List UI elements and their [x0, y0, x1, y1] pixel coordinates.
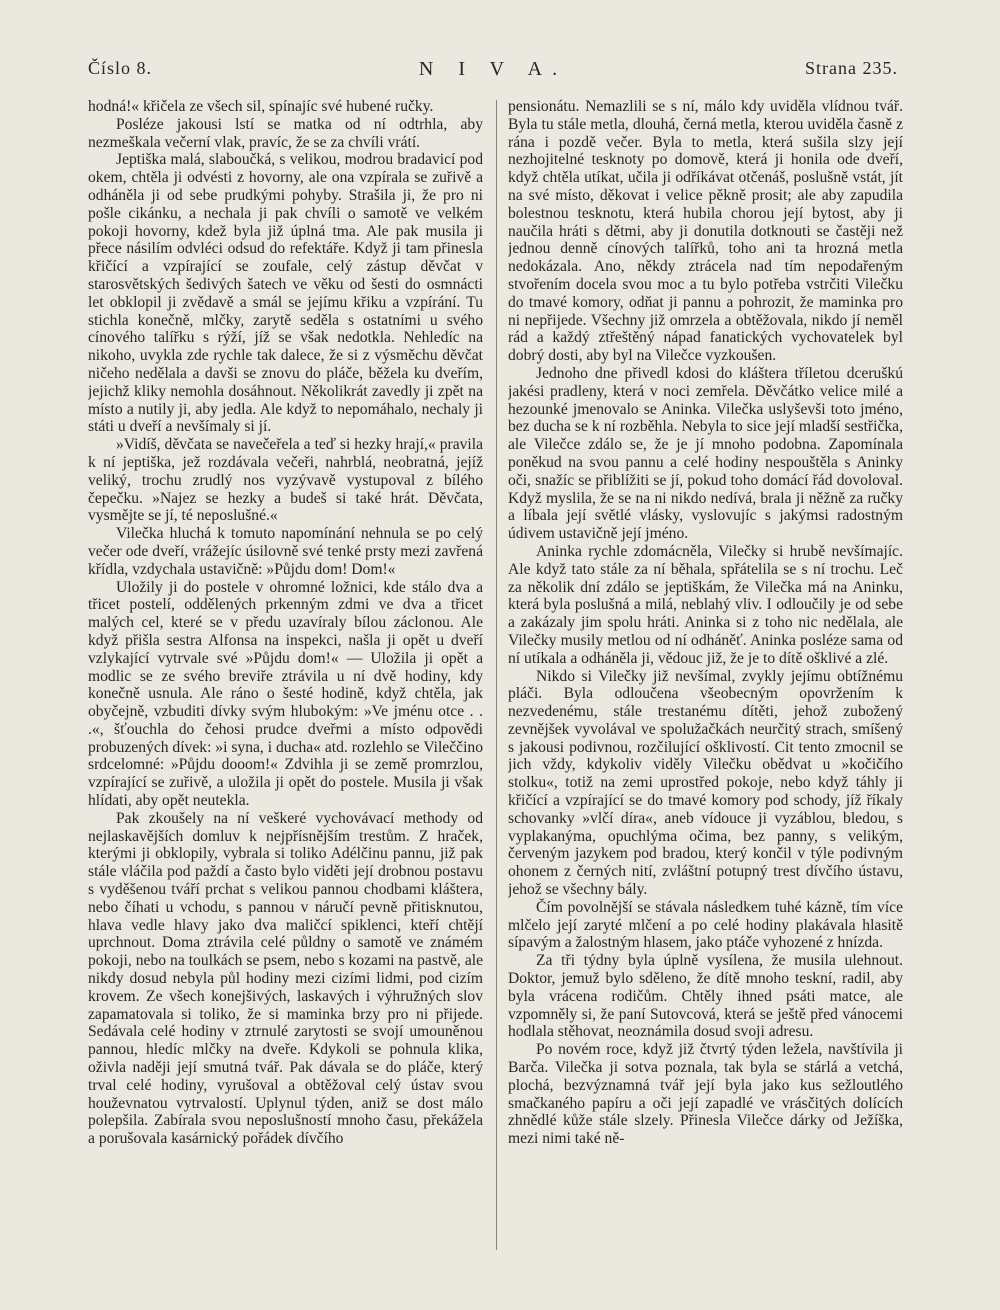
paragraph: Vilečka hluchá k tomuto napomínání nehnula se po celý večer ode dveří, vrážejíc úsilovně své tenké prsty mezi zavřená křídla, vzdychala ustavičně: »Půjdu dom! Dom!«	[88, 525, 483, 578]
paragraph: Aninka rychle zdomácněla, Vilečky si hrubě nevšímajíc. Ale když tato stále za ní běhala, spřátelila se s ní trochu. Leč za několik dní zdálo se jeptiškám, že Vilečka má na Aninku, která byla poslušná a milá, neblahý vliv. I odloučily je od sebe a zakázaly jim spolu hráti. Aninka si z toho nic nedělala, ale Vilečky musily metlou od ní odháněť. Aninka posléze sama od ní utíkala a odháněla ji, vědouc již, že je to dítě ošklivé a zlé.	[508, 542, 903, 667]
paragraph: Za tři týdny byla úplně vysílena, že musila ulehnout. Doktor, jemuž bylo sděleno, že dítě mnoho teskní, radil, aby byla vrácena rodičům. Chtěly ihned psáti matce, ale vzpomněly si, že paní Sutovcová, která se ještě před vánocemi hodlala stěhovat, neoznámila dosud svoji adresu.	[508, 952, 903, 1041]
issue-number: Číslo 8.	[88, 58, 153, 78]
paragraph: Posléze jakousi lstí se matka od ní odtrhla, aby nezmeškala večerní vlak, pravíc, že se za chvíli vrátí.	[88, 115, 483, 151]
paragraph: pensionátu. Nemazlili se s ní, málo kdy uviděla vlídnou tvář. Byla tu stále metla, dlouhá, černá metla, kterou uviděla časně z rána i pozdě večer. Byla to metla, která sušila slzy její nezhojitelné tesknoty po domově, která ji honila ode dveří, když chtěla utíkat, učila ji odříkávat otčenáš, poslušně vstát, jít na své místo, děkovat i velice pěkně prosit; ale aby zapudila bolestnou tesknotu, která hubila chorou její bytost, aby ji naučila hráti s dětmi, aby ji donutila dotknouti se častěji než jednou denně cínových talířků, toho ani ta hrozná metla nedokázala. Ano, někdy ztrácela nad tím nepodařeným stvořením docela svou moc a tu bylo potřeba vstrčiti Vilečku do tmavé komory, odňat ji pannu a pohrozit, že maminka pro ni nepřijede. Všechny již omrzela a obtěžovala, nikdo jí neměl rád a každý ztřeštěný nápad fanatických vychovatelek byl dobrý dosti, aby byl na Vilečce vyzkoušen.	[508, 98, 903, 365]
paragraph: Pak zkoušely na ní veškeré vychovávací methody od nejlaskavějších domluv k nejpřísnějším trestům. Z hraček, kterými ji obklopily, vybrala si toliko Adélčinu pannu, již pak stále vláčila pod paždí a často bylo viděti její drobnou postavu s vyděšenou tváří prchat s velikou pannou chodbami kláštera, nebo číhati u vchodu, s pannou v náručí pevně přitisknutou, hlava vedle hlavy jako dva maličcí spiklenci, kteří chtějí uprchnout. Doma ztrávila celé půldny o samotě ve známém pokoji, nebo na toulkách se psem, nebo s kozami na pastvě, ale nikdy dosud nebyla půl hodiny mezi cizími lidmi, pod cizím krovem. Ze všech konejšivých, laskavých i výhružných slov zapamatovala si toliko, že si maminka brzy pro ni přijede. Sedávala celé hodiny v ztrnulé zarytosti se svojí umouněnou pannou, hledíc mlčky na dveře. Kdykoli se pohnula klika, oživla naději její smutná tvář. Pak dávala se do pláče, který trval celé hodiny, vyrušoval a obtěžoval celý ústav svou houževnatou vytrvalostí. Uplynul týden, aniž se dost málo polepšila. Zabírala svou neposlušností mnoho času, překážela a porušovala kasárnický pořádek dívčího	[88, 809, 483, 1148]
paragraph: Po novém roce, když již čtvrtý týden ležela, navštívila ji Barča. Vilečka ji sotva poznala, tak byla se stárlá a vetchá, plochá, bezvýznamná tvář její byla jako kus sežloutlého smačkaného papíru a oči její zapadlé ve vrásčitých dolících zhnědlé kůže stále slzely. Přinesla Vilečce dárky od Ježíška, mezi nimi také ně-	[508, 1041, 903, 1148]
paragraph: Jednoho dne přivedl kdosi do kláštera tříletou dceruškú jakési pradleny, která v noci zemřela. Děvčátko velice milé a hezounké jmenovalo se Aninka. Vilečka uslyševši toto jméno, bez ducha se k ní rozběhla. Nebyla to sice její mladší sestřička, ale Vilečce zdálo se, že je jí mnoho podobna. Zapomínala poněkud na svou pannu a celé hodiny nespouštěla s Aninky oči, snažíc se přiblížiti se jí, pokud toho domácí řád dovoloval. Když myslila, že se na ni nikdo nedívá, brala ji něžně za ručky a líbala její světlé vlásky, vyslovujíc s jakýmsi radostným údivem ustavičně její jméno.	[508, 364, 903, 543]
paragraph: »Vidíš, děvčata se navečeřela a teď si hezky hrají,« pravila k ní jeptiška, jež rozdávala večeři, nahrblá, neobratná, jejíž veliký, trochu zrudlý nos vyzývavě vystupoval z bílého čepečku. »Najez se hezky a budeš si také hrát. Děvčata, vysmějte se jí, té neposlušné.«	[88, 436, 483, 525]
paragraph: Nikdo si Vilečky již nevšímal, zvykly jejímu obtížnému pláči. Byla odloučena všeobecným opovržením k nezvedenému, stále trestanému dítěti, jehož zubožený zevnějšek vyvolával ve spolužačkách neurčitý strach, smíšený s jakousi podivnou, rozčilující ošklivostí. Cit tento zmocnil se jich vždy, kdykoliv viděly Vilečku obědvat u »kočičího stolku«, totiž na zemi uprostřed pokoje, nebo když táhly ji křičící a vzpírající se do tmavé komory pod schody, jíž říkaly schovanky »vlčí díra«, aneb vídouce ji vyzáblou, bledou, s vyplakanýma, opuchlýma očima, bez panny, s velikým, červeným jazykem pod bradou, který končil v týle podivným ohonem z černých nití, zvláštní potupný trest dívčího ústavu, jehož se všechny bály.	[508, 667, 903, 899]
paragraph: hodná!« křičela ze všech sil, spínajíc své hubené ručky.	[88, 98, 434, 115]
page-header	[88, 58, 898, 88]
paragraph: Uložily ji do postele v ohromné ložnici, kde stálo dva a třicet postelí, oddělených prkenným zdmi ve dva a třicet malých cel, které se v předu uzavíraly bílou záclonou. Ale když přišla sestra Alfonsa na inspekci, našla ji opět u dveří vzlykající vytrvale své »Půjdu dom!« — Uložila ji opět a modlic se ze svého breviře ztrávila u ní dvě hodiny, kdy konečně usnula. Ale ráno o šesté hodině, když chtěla, jak obyčejně, vzbuditi dívky svým hlubokým: »Ve jménu otce . . .«, šťouchla do čehosi prudce dveřmi a místo odpovědi probuzených dívek: »i syna, i ducha« atd. rozlehlo se Vileččino srdcelomné: »Půjdu dooom!« Zdvihla ji se země promrzlou, vzpírající se zuřivě, a uložila ji opět do postele. Musila ji však hlídati, aby opět neutekla.	[88, 578, 483, 810]
page-number: Strana 235.	[805, 58, 898, 78]
right-column	[508, 98, 903, 1258]
journal-title: N I V A.	[418, 58, 568, 80]
column-divider	[496, 100, 497, 1250]
left-column	[88, 98, 483, 1258]
paragraph: Jeptiška malá, slaboučká, s velikou, modrou bradavicí pod okem, chtěla ji odvésti z hovorny, ale ona vzpírala se zuřivě a odháněla ji od sebe prudkými pohyby. Strašila ji, že pro ni pošle cikánku, a nechala ji pak chvíli o samotě ve velkém pokoji hovorny, kdež byla již úplná tma. Ale pak musila ji přece násilím odvléci odsud do refektáře. Když ji tam přinesla křičící a vzpírající se zoufale, celý zástup děvčat v starosvětských šedivých šatech ve věku od šesti do osmnácti let obklopil ji zvědavě a smál se jejímu křiku a vzpírání. Tu stichla konečně, mlčky, zarytě seděla s ostatními u svého cínového talířku s rýží, jíž se však nedotkla. Nehledíc na nikoho, uvykla zde rychle tak dalece, že si z výsměchu děvčat ničeho nedělala a davši se znovu do pláče, běžela ku dveřím, jejichž kliky nemohla dosáhnout. Několikrát zavedly ji zpět na místo a nutily ji, aby jedla. Ale když to nepomáhalo, nechaly ji státi u dveří a nevšímaly si jí.	[88, 151, 483, 436]
paragraph: Čím povolnější se stávala následkem tuhé kázně, tím více mlčelo její zaryté mlčení a po celé hodiny plakávala hlasitě sípavým a žalostným hlasem, jako ptáče vyhozené z hnízda.	[508, 898, 903, 952]
